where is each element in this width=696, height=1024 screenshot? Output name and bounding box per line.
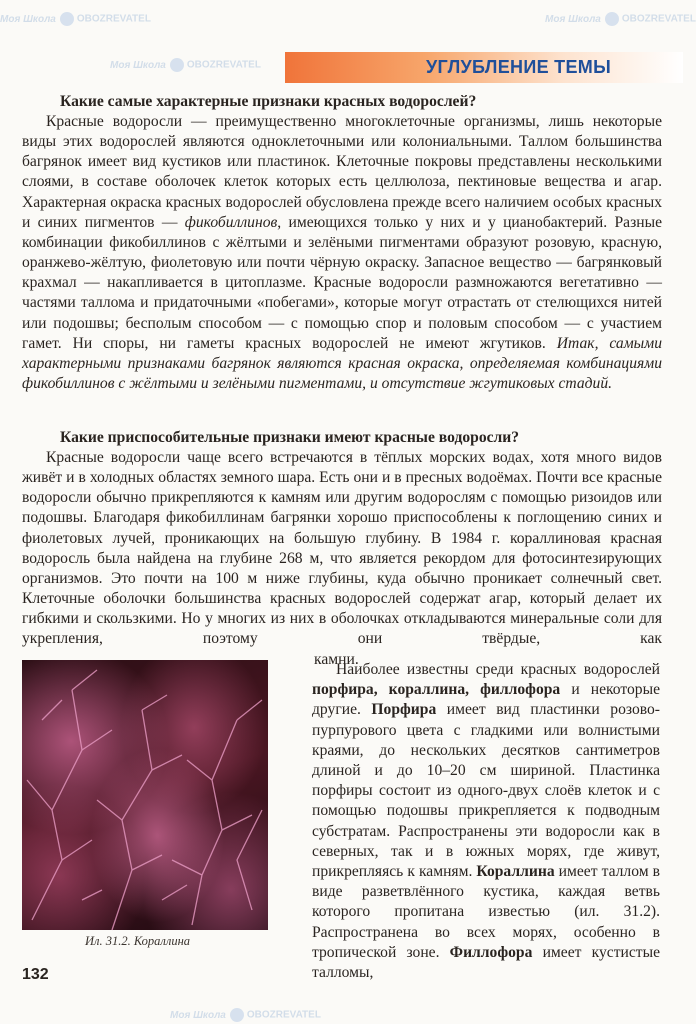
- text: имеет вид пластинки розово-пурпурового цвета с гладкими или волнистыми краями, до нескольких десятков сантиметров длиной и до 10–20 см шириной. Пластинка порфиры состоит из одного-двух слоёв клеток и с помощью подошвы прикрепляется к подводным субстратам. Распространены эти водоросли как в северных, так и в южных морях, где живут, прикрепляясь к камням.: [312, 701, 660, 881]
- term-italic: фикобиллинов: [184, 213, 278, 231]
- conclusion-italic: Итак, самыми характерными признаками багрянок являются красная окраска, определяемая комбинациями фикобиллинов с жёлтыми и зелёными пигментами, и отсутствие жгутиковых стадий.: [22, 334, 662, 393]
- watermark-brand: OBOZREVATEL: [76, 13, 151, 25]
- watermark-school: Моя Школа: [110, 59, 166, 71]
- watermark-logo-icon: [605, 12, 619, 26]
- watermark-brand: OBOZREVATEL: [621, 13, 696, 25]
- watermark-logo-icon: [230, 1008, 244, 1022]
- figure-corallina-photo: [22, 660, 268, 930]
- text: Наиболее известны среди красных водорослей: [336, 661, 660, 678]
- watermark: [170, 1008, 321, 1022]
- watermark-logo-icon: [170, 58, 184, 72]
- section-adaptations: [22, 428, 662, 670]
- watermark-brand: OBOZREVATEL: [186, 59, 261, 71]
- banner-title: УГЛУБЛЕНИЕ ТЕМЫ: [426, 57, 611, 77]
- text: имеет кустистые талломы,: [312, 943, 660, 982]
- coral-branches: [22, 660, 268, 930]
- section-banner: [285, 52, 683, 83]
- text: , имеющихся только у них и у цианобактерий. Разные комбинации фикобиллинов с жёлтыми и зелёными пигментами образуют розовую, красную, оранжево-жёлтую, фиолетовую или почти чёрную окраску. Запасное вещество — багрянковый крахмал — накапливается в цитоплазме. Красные водоросли размножаются вегетативно — частями таллома и придаточными «побегами», которые могут отрастать от стелющихся нитей или подошвы; бесполым способом — с помощью спор и половым способом — с участием гамет. Ни споры, ни гаметы красных водорослей не имеют жгутиков.: [22, 213, 662, 352]
- paragraph-known-species: [312, 660, 660, 983]
- text: Красные водоросли чаще всего встречаются в тёплых морских водах, хотя много видов живёт и в холодных областях земного шара. Есть они и в пресных водоёмах. Почти все красные водоросли обычно прикрепляются к камням или другим водорослям с помощью ризоидов или подошвы. Благодаря фикобиллинам багрянки хорошо приспособлены к поглощению синих и фиолетовых лучей, проникающих на большую глубину. В 1984 г. кораллиновая красная водоросль была найдена на глубине 268 м, что является рекордом для фотосинтезирующих организмов. Это почти на 100 м ниже глубины, куда обычно проникает солнечный свет. Клеточные оболочки большинства красных водорослей содержат агар, который делает их гибкими и скользкими. Но у многих из них в оболочках откладываются минеральные соли для укрепления, поэтому они твёрдые, как: [22, 449, 662, 648]
- term-bold: Филлофора: [449, 943, 533, 961]
- section-heading: Какие приспособительные признаки имеют красные водоросли?: [60, 429, 520, 446]
- section-heading: Какие самые характерные признаки красных водорослей?: [60, 93, 477, 110]
- paragraph: [22, 448, 662, 650]
- watermark-school: Моя Школа: [170, 1009, 226, 1021]
- text: и некоторые другие.: [312, 681, 660, 719]
- term-bold: порфира, кораллина, филлофора: [312, 681, 561, 699]
- term-bold: Порфира: [371, 701, 437, 719]
- watermark: [545, 12, 696, 26]
- watermark-school: Моя Школа: [545, 13, 601, 25]
- figure-caption: Ил. 31.2. Кораллина: [85, 934, 191, 948]
- watermark-brand: OBOZREVATEL: [246, 1009, 321, 1021]
- watermark-school: Моя Школа: [0, 13, 56, 25]
- watermark-logo-icon: [60, 12, 74, 26]
- watermark: [110, 58, 261, 72]
- section-characteristics: [22, 92, 662, 394]
- watermark: [0, 12, 151, 26]
- term-bold: Кораллина: [476, 863, 555, 881]
- paragraph-last-line: камни.: [314, 650, 359, 668]
- text: Красные водоросли — преимущественно многоклеточные организмы, лишь некоторые виды этих водорослей являются одноклеточными или колониальными. Таллом большинства багрянок имеет вид кустиков или пластинок. Клеточные покровы представлены несколькими слоями, в составе оболочек клеток которых есть целлюлоза, пектиновые вещества и агар. Характерная окраска красных водорослей обусловлена прежде всего наличием особых красных и синих пигментов —: [22, 113, 662, 231]
- paragraph: [22, 112, 662, 394]
- page-number: 132: [22, 966, 49, 983]
- text: имеет таллом в виде разветвлённого кустика, каждая ветвь которого пропитана известью (ил. 31.2). Распространена во всех морях, особенно в тропической зоне.: [312, 863, 660, 961]
